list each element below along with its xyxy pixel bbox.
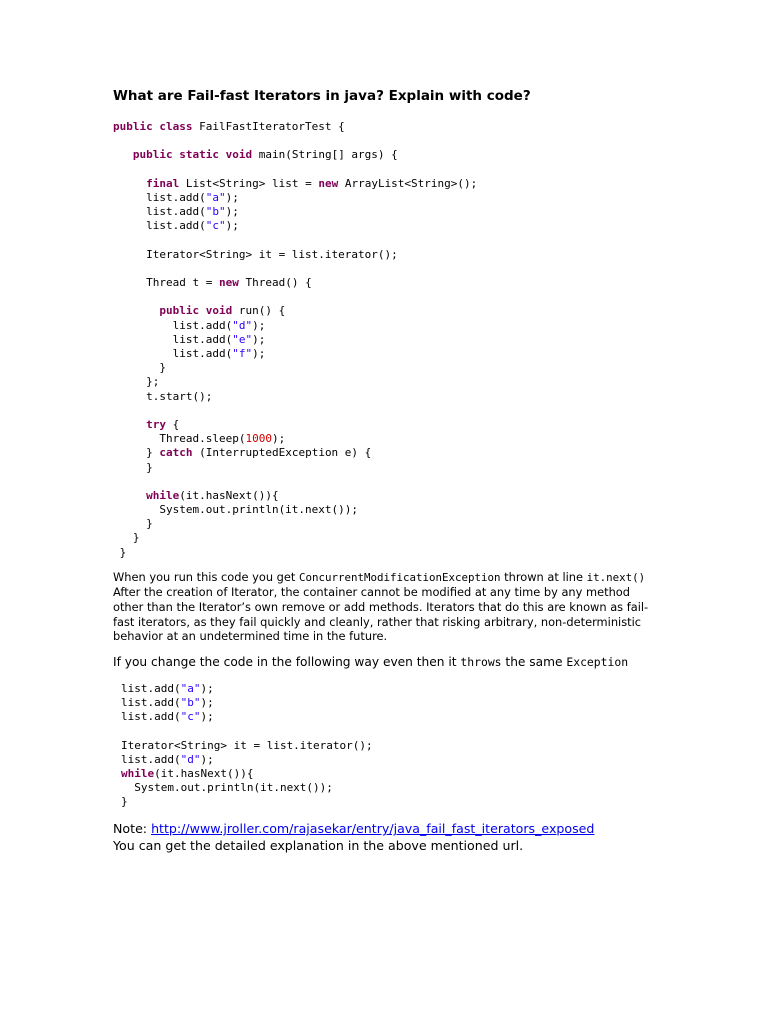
code-text: list.add( xyxy=(113,347,233,360)
code-text: } xyxy=(113,545,127,559)
code-text xyxy=(113,148,133,161)
code-text: System.out.println(it.next()); xyxy=(113,503,359,517)
code-text: list.add( xyxy=(113,219,206,233)
exception-word: Exception xyxy=(566,654,629,669)
code-line xyxy=(113,248,673,262)
note-explanation: You can get the detailed explanation in the above mentioned url. xyxy=(113,837,524,853)
code-text xyxy=(113,177,146,190)
code-text: } xyxy=(113,460,153,474)
code-text: ); xyxy=(252,347,266,360)
code-text: Iterator<String> it = list.iterator(); xyxy=(113,247,398,261)
note-line xyxy=(113,821,673,837)
code-line xyxy=(113,432,673,446)
code-text: ); xyxy=(225,205,239,219)
code-text: list.add( xyxy=(113,190,206,204)
code-string: "b" xyxy=(205,205,226,219)
code-line xyxy=(113,361,673,375)
code-keyword: try xyxy=(146,417,173,431)
code-line xyxy=(113,390,673,404)
code-keyword: public void xyxy=(159,304,239,318)
code-line xyxy=(121,739,673,753)
code-text: FailFastIteratorTest { xyxy=(199,120,345,133)
code-line xyxy=(121,724,673,738)
code-line xyxy=(113,304,673,318)
code-text: list.add( xyxy=(121,752,181,766)
code-string: "a" xyxy=(205,190,226,204)
code-number: 1000 xyxy=(245,432,272,446)
code-line xyxy=(113,276,673,290)
explanation-text-2: thrown at line xyxy=(500,569,587,584)
code-line xyxy=(113,205,673,219)
code-keyword: new xyxy=(318,176,345,190)
code-text: ); xyxy=(252,318,266,332)
code-line xyxy=(113,177,673,191)
code-text: ArrayList<String>(); xyxy=(344,176,478,190)
explanation-paragraph xyxy=(113,570,653,644)
code-line xyxy=(121,781,673,795)
code-keyword: new xyxy=(218,276,246,290)
code-string: "e" xyxy=(232,332,253,346)
code-text: } xyxy=(121,795,128,809)
code-line xyxy=(113,290,673,304)
code-text: ); xyxy=(200,752,214,766)
change-text-2: the same xyxy=(501,654,567,669)
code-line xyxy=(113,489,673,503)
code-string: "f" xyxy=(232,347,253,360)
code-text: list.add( xyxy=(113,332,233,346)
document xyxy=(113,88,673,854)
code-line xyxy=(113,163,673,177)
code-text: main(String[] args) { xyxy=(258,148,398,162)
code-keyword: final xyxy=(146,176,186,190)
code-line xyxy=(113,375,673,389)
code-string: "a" xyxy=(180,681,201,695)
code-line xyxy=(113,333,673,347)
code-text: run() { xyxy=(238,304,286,318)
code-keyword: catch xyxy=(159,446,200,460)
code-text: } xyxy=(113,361,166,375)
code-text: ); xyxy=(200,710,214,724)
code-text: list.add( xyxy=(121,710,181,724)
code-text: List<String> list = xyxy=(185,176,319,190)
code-line xyxy=(121,710,673,724)
code-keyword: while xyxy=(121,766,155,780)
code-text: Iterator<String> it = list.iterator(); xyxy=(121,738,373,752)
reference-link[interactable]: http://www.jroller.com/rajasekar/entry/java_fail_fast_iterators_exposed xyxy=(151,821,595,837)
change-paragraph xyxy=(113,654,673,670)
code-block-second xyxy=(121,682,673,810)
code-string: "d" xyxy=(232,318,253,332)
code-block-main xyxy=(113,120,673,560)
code-line xyxy=(113,191,673,205)
code-line xyxy=(113,517,673,531)
code-line xyxy=(113,546,673,560)
code-text: ); xyxy=(200,695,214,709)
code-text: ); xyxy=(200,681,214,695)
code-text xyxy=(113,418,146,431)
code-text: System.out.println(it.next()); xyxy=(121,781,333,795)
code-text: } xyxy=(113,446,160,460)
throws-keyword: throws xyxy=(460,654,502,669)
code-text: ); xyxy=(271,432,286,446)
code-line xyxy=(113,418,673,432)
code-line xyxy=(113,531,673,545)
code-line xyxy=(121,753,673,767)
code-line xyxy=(113,404,673,418)
code-text: list.add( xyxy=(113,318,233,332)
code-text: Thread() { xyxy=(245,276,312,290)
code-line xyxy=(113,461,673,475)
code-line xyxy=(113,148,673,162)
code-keyword: public class xyxy=(113,120,200,133)
code-string: "c" xyxy=(205,219,226,233)
code-line xyxy=(113,134,673,148)
code-string: "b" xyxy=(180,695,201,709)
change-text-1: If you change the code in the following way even then it xyxy=(113,654,461,669)
code-line xyxy=(113,446,673,460)
code-text: list.add( xyxy=(121,695,181,709)
code-text xyxy=(113,304,159,317)
note-section xyxy=(113,821,673,854)
code-line xyxy=(121,767,673,781)
code-text: } xyxy=(113,517,153,531)
note-label: Note: xyxy=(113,821,152,837)
exception-name: ConcurrentModificationException xyxy=(299,570,501,584)
code-text: Thread.sleep( xyxy=(113,432,246,446)
code-text: (InterruptedException e) { xyxy=(199,446,372,460)
code-text: Thread t = xyxy=(113,276,219,290)
code-text: } xyxy=(113,531,140,545)
code-line xyxy=(121,696,673,710)
question-heading: What are Fail-fast Iterators in java? Explain with code? xyxy=(113,88,531,104)
code-line xyxy=(113,234,673,248)
code-string: "c" xyxy=(180,710,201,724)
code-line xyxy=(113,120,673,134)
code-line xyxy=(121,682,673,696)
line-reference: it.next() xyxy=(586,570,646,584)
code-text: ); xyxy=(225,219,239,233)
code-text: }; xyxy=(113,375,160,389)
code-text: { xyxy=(172,417,180,431)
code-text: (it.hasNext()){ xyxy=(154,766,254,780)
explanation-text-1: When you run this code you get xyxy=(113,569,299,584)
code-line xyxy=(113,319,673,333)
code-text: list.add( xyxy=(113,205,206,219)
code-text: ); xyxy=(252,332,266,346)
code-line xyxy=(113,475,673,489)
code-keyword: public static void xyxy=(132,148,259,162)
code-text xyxy=(113,489,146,502)
code-line xyxy=(113,262,673,276)
code-line xyxy=(113,503,673,517)
code-text: ); xyxy=(225,190,239,204)
code-line xyxy=(113,347,673,361)
explanation-text-3: After the creation of Iterator, the container cannot be modified at any time by any method other than the Iterator’s own remove or add methods. Iterators that do this are known as fail-fast iterators, as they fail quickly and cleanly, rather that risking arbitrary, non-deterministic behavior at an undetermined time in the future. xyxy=(113,585,649,644)
code-string: "d" xyxy=(180,752,201,766)
code-line xyxy=(121,795,673,809)
code-text: (it.hasNext()){ xyxy=(179,488,279,502)
code-line xyxy=(113,219,673,233)
code-text: t.start(); xyxy=(113,389,213,403)
code-text: list.add( xyxy=(121,681,181,695)
code-keyword: while xyxy=(146,488,180,502)
